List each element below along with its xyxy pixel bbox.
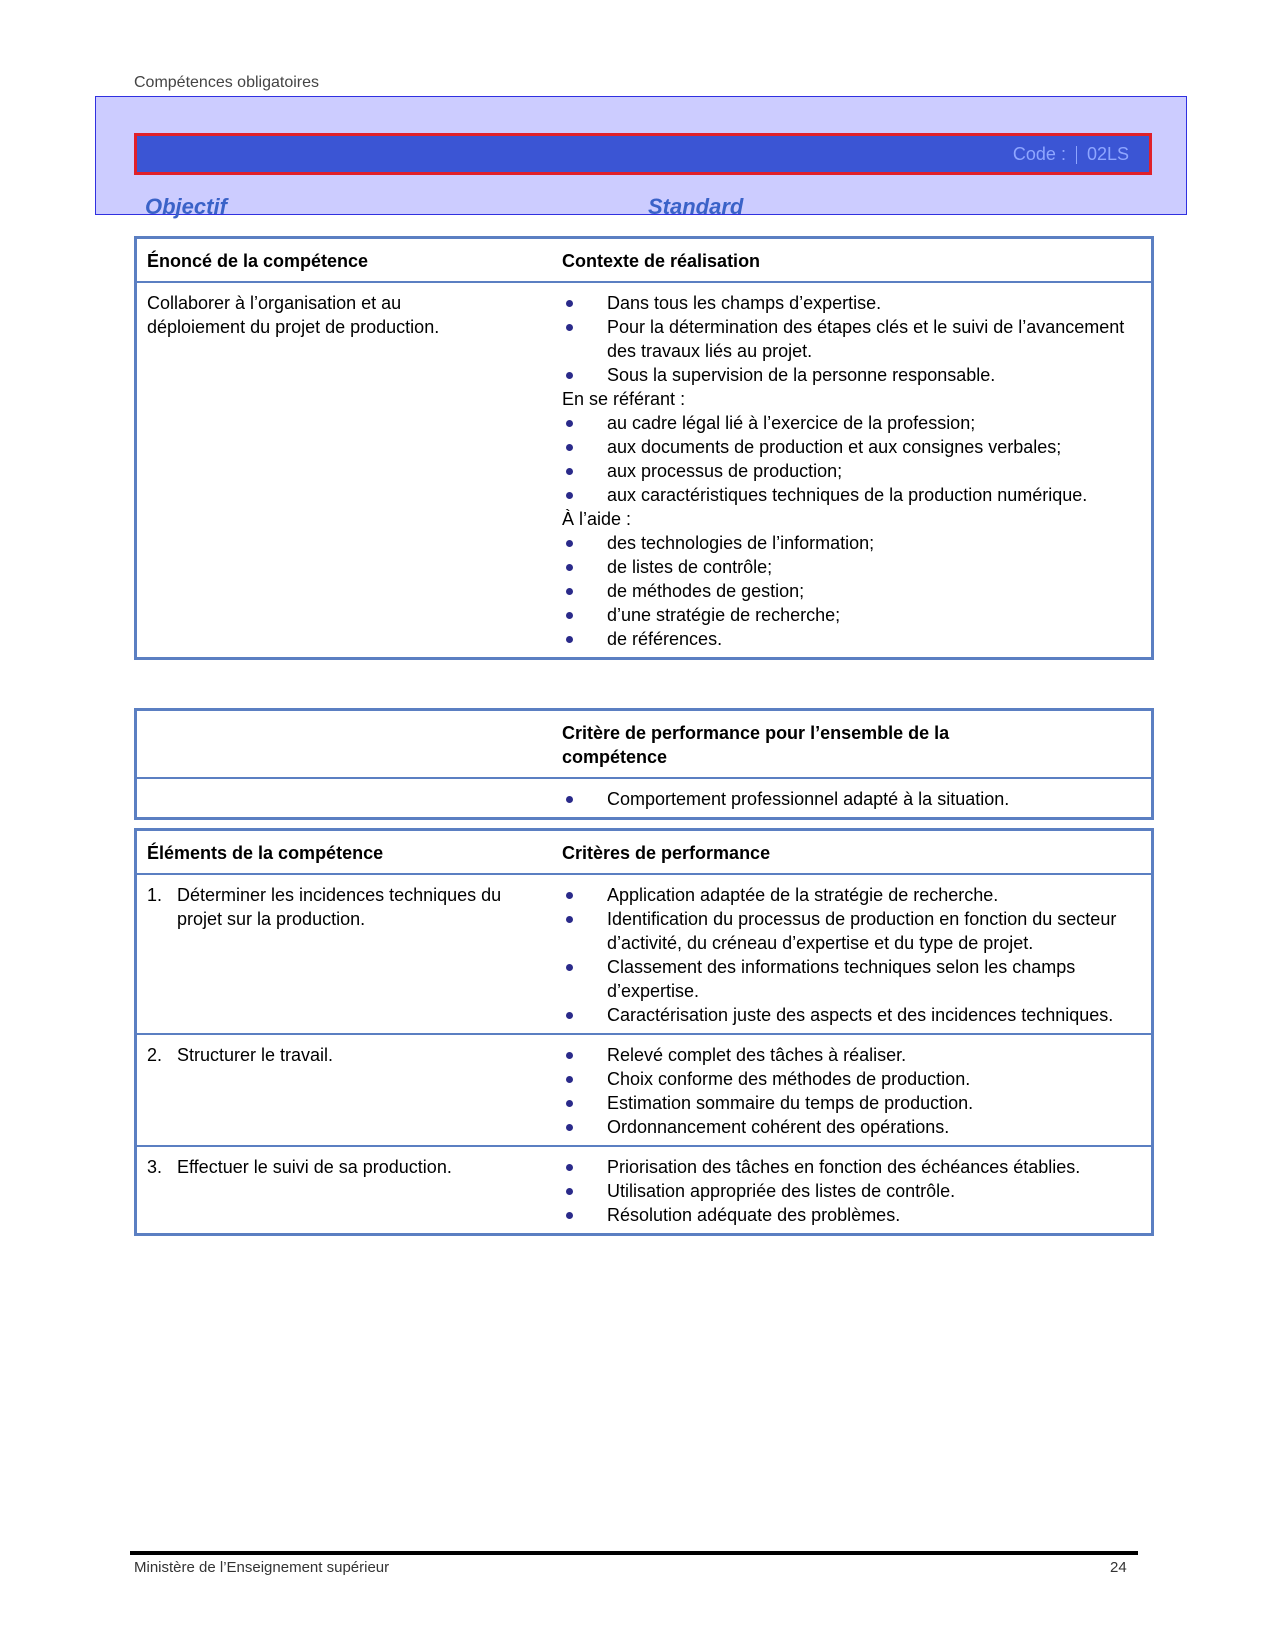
criteres-header: Critères de performance	[562, 843, 771, 863]
criteres-cell	[562, 1035, 1151, 1145]
page-number: 24	[1110, 1559, 1127, 1576]
ensemble-cell	[562, 779, 1151, 817]
element-number: 1.	[147, 885, 163, 905]
contexte-list-a	[562, 291, 1141, 387]
referant-label: En se référant :	[562, 389, 686, 409]
ensemble-header-row	[137, 711, 1151, 777]
aide-label: À l’aide :	[562, 509, 632, 529]
element-row	[137, 1145, 1151, 1233]
critere-item: Caractérisation juste des aspects et des incidences techniques.	[562, 1003, 1141, 1027]
critere-item: Application adaptée de la stratégie de recherche.	[562, 883, 1141, 907]
critere-item: Résolution adéquate des problèmes.	[562, 1203, 1141, 1227]
objective-heading: Objectif	[145, 194, 227, 219]
element-text: Effectuer le suivi de sa production.	[177, 1157, 452, 1177]
list-item: aux processus de production;	[562, 459, 1141, 483]
standard-heading: Standard	[648, 194, 744, 219]
element-number: 2.	[147, 1045, 163, 1065]
competence-header-row	[137, 239, 1151, 281]
list-item: Comportement professionnel adapté à la situation.	[562, 787, 1141, 811]
ensemble-body-row	[137, 777, 1151, 817]
element-cell	[137, 1035, 562, 1145]
competence-body-row	[137, 281, 1151, 657]
code-label: Code :	[1012, 144, 1066, 164]
contexte-cell	[562, 283, 1151, 657]
footer-ministry: Ministère de l’Enseignement supérieur	[134, 1559, 390, 1576]
elements-table	[134, 828, 1154, 1236]
contexte-list-b	[562, 411, 1141, 507]
criteres-list	[562, 1043, 1141, 1139]
list-item: aux caractéristiques techniques de la production numérique.	[562, 483, 1141, 507]
list-item: des technologies de l’information;	[562, 531, 1141, 555]
section-label: Compétences obligatoires	[134, 74, 319, 91]
criteres-cell	[562, 1147, 1151, 1233]
element-row	[137, 873, 1151, 1033]
criteres-cell	[562, 875, 1151, 1033]
elements-header-row	[137, 831, 1151, 873]
list-item: aux documents de production et aux consignes verbales;	[562, 435, 1141, 459]
critere-item: Estimation sommaire du temps de production.	[562, 1091, 1141, 1115]
critere-item: Relevé complet des tâches à réaliser.	[562, 1043, 1141, 1067]
code-bar	[134, 133, 1152, 175]
contexte-header: Contexte de réalisation	[562, 251, 761, 271]
element-row	[137, 1033, 1151, 1145]
element-cell	[137, 1147, 562, 1233]
critere-item: Classement des informations techniques selon les champs d’expertise.	[562, 955, 1141, 1003]
critere-item: Ordonnancement cohérent des opérations.	[562, 1115, 1141, 1139]
footer-rule	[130, 1551, 1138, 1555]
critere-item: Utilisation appropriée des listes de contrôle.	[562, 1179, 1141, 1203]
element-number: 3.	[147, 1157, 163, 1177]
element-rows	[137, 873, 1151, 1233]
ensemble-list	[562, 787, 1141, 811]
list-item: de références.	[562, 627, 1141, 651]
element-text: Structurer le travail.	[177, 1045, 334, 1065]
element-text: Déterminer les incidences techniques du projet sur la production.	[177, 885, 502, 929]
list-item: au cadre légal lié à l’exercice de la profession;	[562, 411, 1141, 435]
list-item: de méthodes de gestion;	[562, 579, 1141, 603]
ensemble-empty-cell	[137, 711, 562, 777]
ensemble-empty-cell-2	[137, 779, 562, 817]
element-cell	[137, 875, 562, 1033]
elements-header: Éléments de la compétence	[147, 843, 384, 863]
criteres-list	[562, 883, 1141, 1027]
critere-item: Identification du processus de production en fonction du secteur d’activité, du créneau d’expertise et du type de projet.	[562, 907, 1141, 955]
ensemble-table	[134, 708, 1154, 820]
criteres-list	[562, 1155, 1141, 1227]
enonce-text: Collaborer à l’organisation et au déploiement du projet de production.	[147, 293, 440, 337]
list-item: Dans tous les champs d’expertise.	[562, 291, 1141, 315]
code-separator	[1076, 146, 1077, 164]
list-item: Sous la supervision de la personne responsable.	[562, 363, 1141, 387]
code-value: 02LS	[1086, 144, 1129, 164]
contexte-list-c	[562, 531, 1141, 651]
critere-item: Priorisation des tâches en fonction des échéances établies.	[562, 1155, 1141, 1179]
critere-item: Choix conforme des méthodes de production.	[562, 1067, 1141, 1091]
competence-code	[1013, 144, 1129, 165]
enonce-header: Énoncé de la compétence	[147, 251, 369, 271]
ensemble-header: Critère de performance pour l’ensemble de la compétence	[562, 723, 950, 767]
list-item: Pour la détermination des étapes clés et le suivi de l’avancement des travaux liés au projet.	[562, 315, 1141, 363]
list-item: d’une stratégie de recherche;	[562, 603, 1141, 627]
competence-table	[134, 236, 1154, 660]
list-item: de listes de contrôle;	[562, 555, 1141, 579]
